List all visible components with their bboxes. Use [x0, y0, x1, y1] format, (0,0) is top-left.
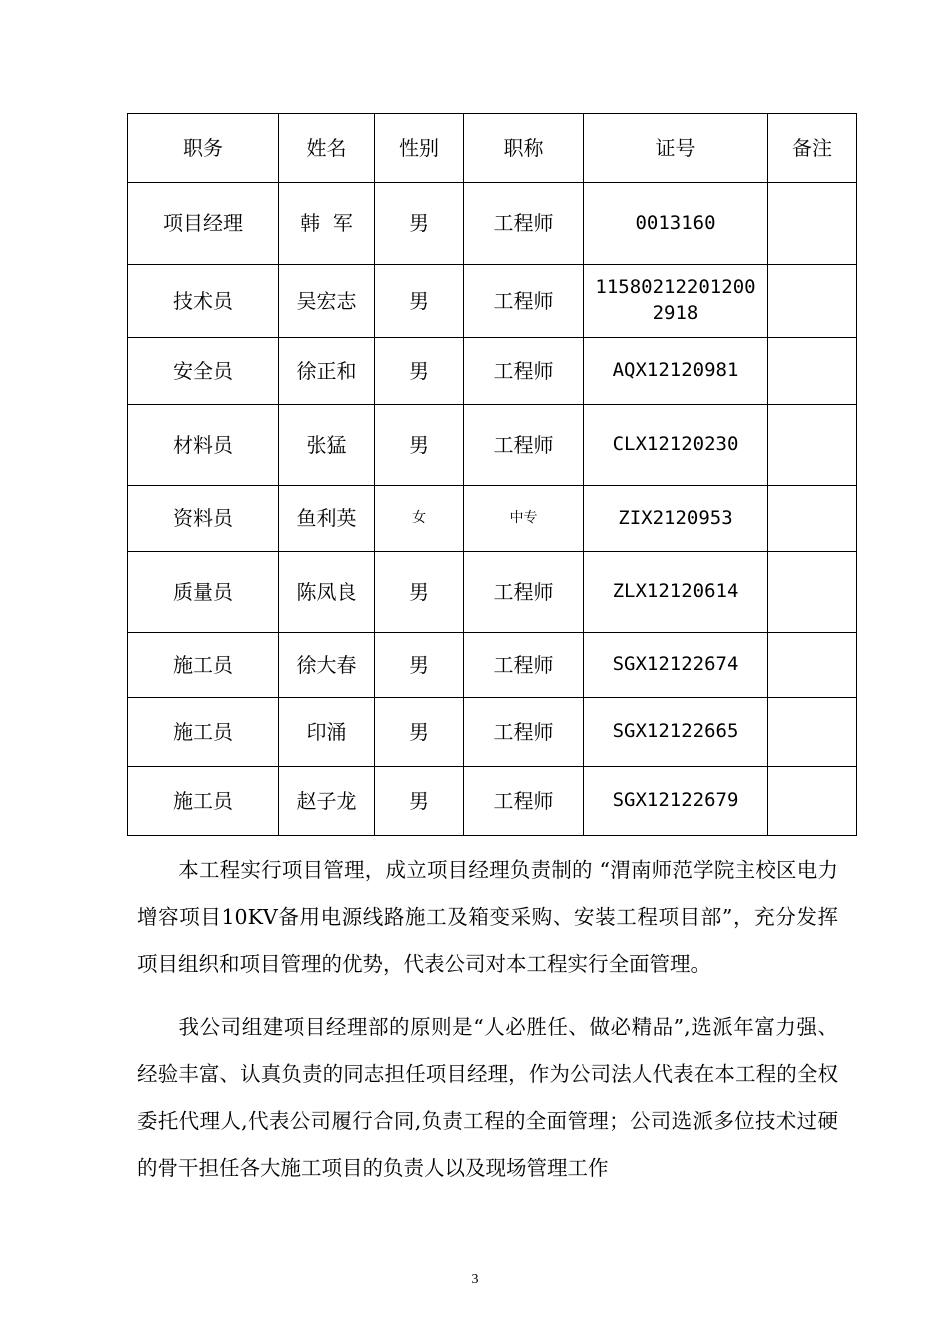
cell-note: [768, 767, 857, 836]
cell-cert: CLX12120230: [584, 405, 768, 486]
cell-note: [768, 183, 857, 265]
body-paragraph-1: [137, 847, 838, 988]
cell-role: 施工员: [128, 633, 279, 698]
table-header-row: [128, 114, 857, 183]
page-number: 3: [471, 1272, 479, 1287]
cell-note: [768, 265, 857, 338]
cell-gender: 男: [375, 552, 464, 633]
table-row: [128, 183, 857, 265]
cell-note: [768, 486, 857, 552]
header-role: 职务: [128, 114, 279, 183]
cell-title: 工程师: [464, 552, 584, 633]
cell-name: 韩 军: [279, 183, 375, 265]
cell-note: [768, 405, 857, 486]
cell-title: 工程师: [464, 633, 584, 698]
cell-cert: SGX12122679: [584, 767, 768, 836]
cell-cert: SGX12122665: [584, 698, 768, 767]
cell-name: 鱼利英: [279, 486, 375, 552]
cell-gender: 男: [375, 265, 464, 338]
cell-gender: 男: [375, 183, 464, 265]
cell-title: 工程师: [464, 405, 584, 486]
cell-gender: 男: [375, 698, 464, 767]
cell-title: 工程师: [464, 183, 584, 265]
cell-role: 施工员: [128, 698, 279, 767]
cell-cert: AQX12120981: [584, 338, 768, 405]
cert-text: 115802122012002918: [595, 276, 756, 324]
header-cert: 证号: [584, 114, 768, 183]
header-note: 备注: [768, 114, 857, 183]
cell-name: 吴宏志: [279, 265, 375, 338]
cell-cert: ZLX12120614: [584, 552, 768, 633]
cell-role: 项目经理: [128, 183, 279, 265]
table-row: [128, 486, 857, 552]
cell-gender: 男: [375, 767, 464, 836]
cell-name: 徐大春: [279, 633, 375, 698]
cell-note: [768, 338, 857, 405]
cell-name: 印涌: [279, 698, 375, 767]
cell-note: [768, 552, 857, 633]
cell-gender: 男: [375, 338, 464, 405]
table-row: [128, 338, 857, 405]
cell-cert: SGX12122674: [584, 633, 768, 698]
header-title: 职称: [464, 114, 584, 183]
table-row: [128, 552, 857, 633]
cell-gender: 男: [375, 405, 464, 486]
cell-name: 张猛: [279, 405, 375, 486]
cell-title: 工程师: [464, 338, 584, 405]
table-row: [128, 265, 857, 338]
table-row: [128, 698, 857, 767]
cell-note: [768, 633, 857, 698]
cell-name: 赵子龙: [279, 767, 375, 836]
cell-role: 安全员: [128, 338, 279, 405]
body-paragraph-2: [137, 1004, 838, 1192]
cell-cert: ZIX2120953: [584, 486, 768, 552]
cell-title: 中专: [464, 486, 584, 552]
cell-name: 徐正和: [279, 338, 375, 405]
paragraph-text: 我公司组建项目经理部的原则是“人必胜任、做必精品”,选派年富力强、经验丰富、认真负责的同志担任项目经理，作为公司法人代表在本工程的全权委托代理人,代表公司履行合同,负责工程的全面管理；公司选派多位技术过硬的骨干担任各大施工项目的负责人以及现场管理工作: [137, 1015, 838, 1180]
header-name: 姓名: [279, 114, 375, 183]
table-row: [128, 767, 857, 836]
cell-note: [768, 698, 857, 767]
cell-gender: 男: [375, 633, 464, 698]
cell-role: 质量员: [128, 552, 279, 633]
cell-role: 技术员: [128, 265, 279, 338]
cell-gender: 女: [375, 486, 464, 552]
table-row: [128, 405, 857, 486]
cell-role: 施工员: [128, 767, 279, 836]
cell-title: 工程师: [464, 265, 584, 338]
table-row: [128, 633, 857, 698]
cell-cert: [584, 265, 768, 338]
header-gender: 性别: [375, 114, 464, 183]
cell-title: 工程师: [464, 698, 584, 767]
cell-role: 资料员: [128, 486, 279, 552]
paragraph-text: 本工程实行项目管理，成立项目经理负责制的 “渭南师范学院主校区电力增容项目10KV备用电源线路施工及箱变采购、安装工程项目部”，充分发挥项目组织和项目管理的优势，代表公司对本工程实行全面管理。: [137, 858, 838, 976]
cell-name: 陈凤良: [279, 552, 375, 633]
cell-cert: 0013160: [584, 183, 768, 265]
cell-title: 工程师: [464, 767, 584, 836]
staff-table: [127, 113, 857, 836]
cell-role: 材料员: [128, 405, 279, 486]
